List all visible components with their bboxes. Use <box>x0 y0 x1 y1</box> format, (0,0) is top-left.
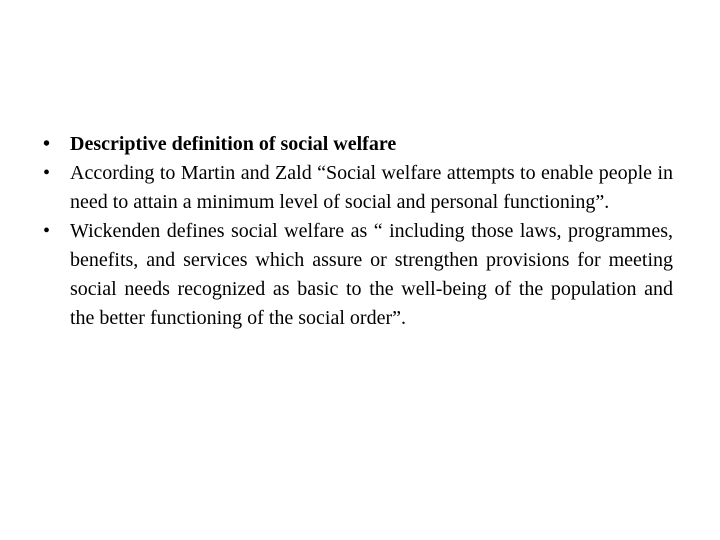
bullet-marker: • <box>43 220 51 242</box>
bullet-item-wickenden <box>43 217 673 333</box>
bullet-text: According to Martin and Zald “Social welfare attempts to enable people in need to attain a minimum level of social and personal functioning”. <box>70 162 673 213</box>
bullet-marker: • <box>43 162 51 184</box>
bullet-text: Wickenden defines social welfare as “ including those laws, programmes, benefits, and services which assure or strengthen provisions for meeting social needs recognized as basic to the well-being of the population and the better functioning of the social order”. <box>70 220 673 329</box>
bullet-marker: • <box>43 133 51 155</box>
bullet-list <box>43 130 673 333</box>
bullet-text: Descriptive definition of social welfare <box>70 133 397 155</box>
bullet-item-martin-zald <box>43 159 673 217</box>
bullet-item-heading <box>43 130 673 159</box>
